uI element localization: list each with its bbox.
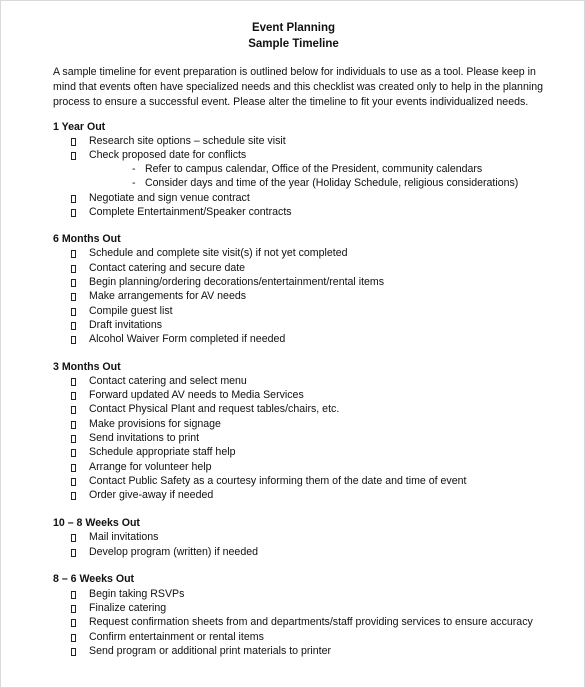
item-text: Draft invitations (89, 319, 163, 331)
item-text: Make arrangements for AV needs (89, 290, 247, 302)
item-text: Forward updated AV needs to Media Services (89, 389, 304, 401)
checkbox-icon[interactable] (71, 195, 76, 203)
item-text: Contact catering and select menu (89, 375, 247, 387)
item-text: Begin planning/ordering decorations/entertainment/rental items (89, 276, 385, 288)
item-text: Contact catering and secure date (89, 262, 246, 274)
checkbox-icon[interactable] (71, 464, 76, 472)
document-title: Event Planning (251, 22, 336, 34)
section-heading-8-6-weeks-out: 8 – 6 Weeks Out (53, 573, 135, 585)
sub-item-text: Refer to campus calendar, Office of the President, community calendars (145, 163, 483, 175)
intro-line: process to ensure a successful event. Please alter the timeline to fit your events individualized needs. (53, 96, 529, 108)
document-subtitle: Sample Timeline (248, 38, 339, 50)
item-text: Send invitations to print (89, 432, 200, 444)
item-text: Mail invitations (89, 531, 159, 543)
checkbox-icon[interactable] (71, 619, 76, 627)
item-text: Complete Entertainment/Speaker contracts (89, 206, 292, 218)
item-text: Make provisions for signage (89, 418, 221, 430)
checkbox-icon[interactable] (71, 648, 76, 656)
item-text: Contact Physical Plant and request tables/chairs, etc. (89, 403, 340, 415)
checkbox-icon[interactable] (71, 378, 76, 386)
item-text: Negotiate and sign venue contract (89, 192, 250, 204)
checkbox-icon[interactable] (71, 279, 76, 287)
item-text: Compile guest list (89, 305, 173, 317)
intro-paragraph (53, 65, 553, 110)
section-heading-6-months-out: 6 Months Out (53, 233, 121, 245)
checkbox-icon[interactable] (71, 421, 76, 429)
checkbox-icon[interactable] (71, 435, 76, 443)
section-heading-10-8-weeks-out: 10 – 8 Weeks Out (53, 517, 140, 529)
checkbox-icon[interactable] (71, 449, 76, 457)
dash-bullet-icon: - (132, 177, 136, 189)
item-text: Research site options – schedule site visit (89, 135, 286, 147)
item-text: Check proposed date for conflicts (89, 149, 247, 161)
checkbox-icon[interactable] (71, 152, 76, 160)
item-text: Arrange for volunteer help (89, 461, 212, 473)
checkbox-icon[interactable] (71, 492, 76, 500)
checkbox-icon[interactable] (71, 293, 76, 301)
sub-item-text: Consider days and time of the year (Holiday Schedule, religious considerations) (145, 177, 519, 189)
checkbox-icon[interactable] (71, 322, 76, 330)
checkbox-icon[interactable] (71, 591, 76, 599)
section-heading-1-year-out: 1 Year Out (53, 121, 106, 133)
item-text: Schedule and complete site visit(s) if not yet completed (89, 247, 348, 259)
checkbox-icon[interactable] (71, 209, 76, 217)
dash-bullet-icon: - (132, 163, 136, 175)
item-text: Order give-away if needed (89, 489, 214, 501)
item-text: Confirm entertainment or rental items (89, 631, 264, 643)
item-text: Alcohol Waiver Form completed if needed (89, 333, 286, 345)
item-text: Begin taking RSVPs (89, 588, 185, 600)
checkbox-icon[interactable] (71, 605, 76, 613)
checkbox-icon[interactable] (71, 392, 76, 400)
checkbox-icon[interactable] (71, 250, 76, 258)
checkbox-icon[interactable] (71, 549, 76, 557)
checkbox-icon[interactable] (71, 534, 76, 542)
item-text: Schedule appropriate staff help (89, 446, 236, 458)
item-text: Request confirmation sheets from and departments/staff providing services to ensure accuracy (89, 616, 533, 628)
intro-line: mind that events often have specialized needs and this checklist was created only to help in the planning (53, 81, 543, 93)
checkbox-icon[interactable] (71, 138, 76, 146)
item-text: Develop program (written) if needed (89, 546, 258, 558)
checkbox-icon[interactable] (71, 308, 76, 316)
item-text: Contact Public Safety as a courtesy informing them of the date and time of event (89, 475, 467, 487)
checkbox-icon[interactable] (71, 265, 76, 273)
checkbox-icon[interactable] (71, 634, 76, 642)
section-heading-3-months-out: 3 Months Out (53, 361, 121, 373)
checkbox-icon[interactable] (71, 478, 76, 486)
checkbox-icon[interactable] (71, 406, 76, 414)
item-text: Send program or additional print materials to printer (89, 645, 332, 657)
item-text: Finalize catering (89, 602, 167, 614)
intro-line: A sample timeline for event preparation is outlined below for individuals to use as a tool. Please keep in (53, 66, 536, 78)
checkbox-icon[interactable] (71, 336, 76, 344)
